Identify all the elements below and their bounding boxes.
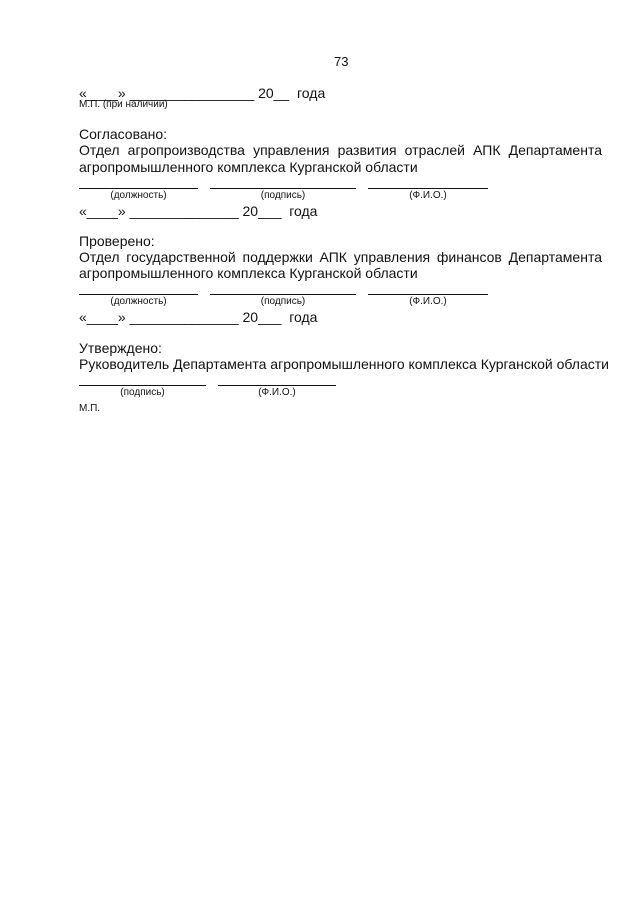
agreed-name-line <box>368 188 488 189</box>
approved-heading: Утверждено: <box>79 340 162 356</box>
agreed-heading: Согласовано: <box>79 126 168 142</box>
checked-department-line1: Отдел государственной поддержки АПК управления финансов Департамента <box>79 249 602 265</box>
approved-name-line <box>218 385 336 386</box>
agreed-department-line2: агропромышленного комплекса Курганской области <box>79 159 418 175</box>
approved-caption-name: (Ф.И.О.) <box>258 387 296 398</box>
agreed-caption-name: (Ф.И.О.) <box>409 190 447 201</box>
agreed-signature-line <box>210 188 356 189</box>
checked-signature-line <box>210 294 356 295</box>
approved-stamp: М.П. <box>79 403 101 414</box>
page-number: 73 <box>334 54 349 69</box>
top-date-line: «____» ________________ 20__ года <box>79 85 326 101</box>
approved-signature-line <box>79 385 206 386</box>
agreed-caption-position: (должность) <box>110 190 167 201</box>
agreed-position-line <box>79 188 198 189</box>
approved-caption-signature: (подпись) <box>120 387 165 398</box>
top-stamp-note: М.П. (при наличии) <box>79 99 168 110</box>
checked-heading: Проверено: <box>79 233 155 249</box>
agreed-date-line: «____» ______________ 20___ года <box>79 203 318 219</box>
checked-caption-name: (Ф.И.О.) <box>409 296 447 307</box>
checked-name-line <box>368 294 488 295</box>
checked-date-line: «____» ______________ 20___ года <box>79 309 318 325</box>
checked-position-line <box>79 294 198 295</box>
checked-caption-signature: (подпись) <box>260 296 306 307</box>
checked-caption-position: (должность) <box>110 296 167 307</box>
approved-head-title: Руководитель Департамента агропромышленного комплекса Курганской области <box>79 356 609 372</box>
agreed-department-line1: Отдел агропроизводства управления развития отраслей АПК Департамента <box>79 142 602 158</box>
agreed-caption-signature: (подпись) <box>260 190 306 201</box>
checked-department-line2: агропромышленного комплекса Курганской области <box>79 265 418 281</box>
